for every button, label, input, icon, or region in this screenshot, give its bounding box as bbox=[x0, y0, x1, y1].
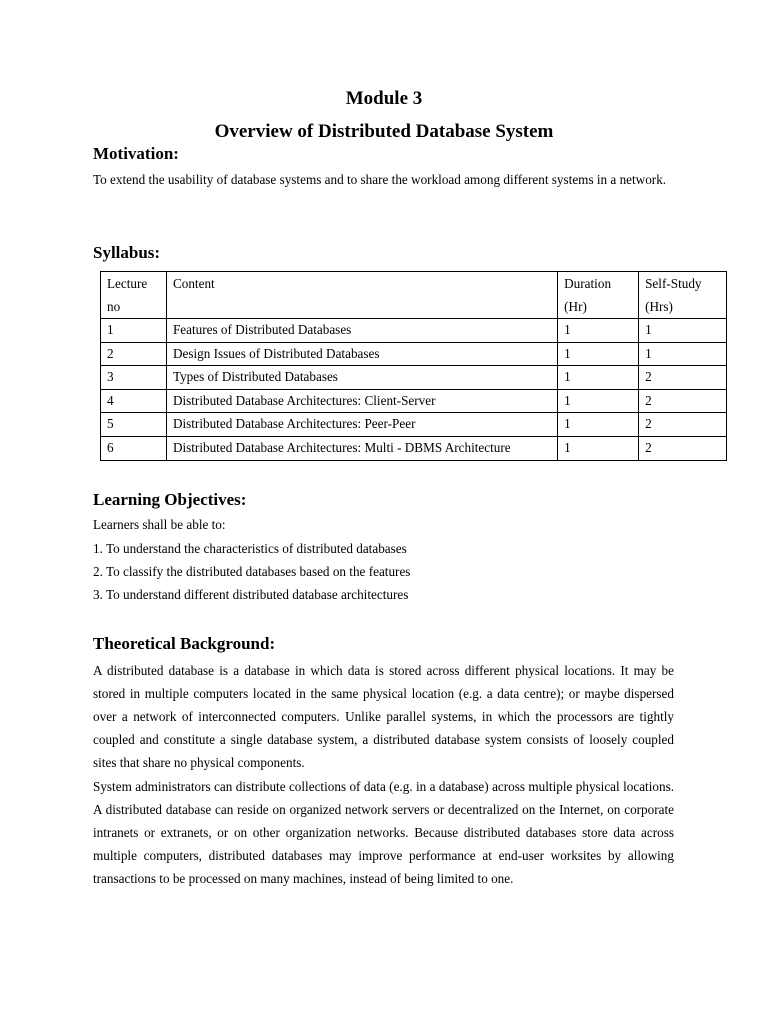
row-self-study: 1 bbox=[639, 342, 727, 366]
row-duration: 1 bbox=[558, 342, 639, 366]
row-lecture-no: 3 bbox=[101, 366, 167, 390]
row-duration: 1 bbox=[558, 366, 639, 390]
motivation-text: To extend the usability of database systems and to share the workload among different systems in a network. bbox=[93, 172, 667, 187]
theory-paragraph-2: System administrators can distribute collections of data (e.g. in a database) across multiple physical locations. A distributed database can reside on organized network servers or decentralized on the Internet, on corporate intranets or extranets, or on other organization networks. Because distributed databases store data across multiple computers, distributed databases may improve performance at end-user worksites by allowing transactions to be processed on many machines, instead of being limited to one. bbox=[93, 779, 674, 886]
syllabus-header-row bbox=[101, 272, 727, 319]
row-duration: 1 bbox=[558, 389, 639, 413]
header-content: Content bbox=[166, 272, 557, 319]
table-row bbox=[101, 319, 727, 343]
list-item: 2. To classify the distributed databases based on the features bbox=[93, 564, 411, 579]
row-duration: 1 bbox=[558, 319, 639, 343]
header-lecture-no bbox=[101, 272, 167, 319]
row-duration: 1 bbox=[558, 413, 639, 437]
document-title: Overview of Distributed Database System bbox=[214, 121, 554, 142]
header-self-line1: Self-Study bbox=[645, 276, 702, 291]
row-lecture-no: 5 bbox=[101, 413, 167, 437]
row-content: Distributed Database Architectures: Client-Server bbox=[166, 389, 557, 413]
table-row bbox=[101, 413, 727, 437]
header-duration bbox=[558, 272, 639, 319]
header-duration-line2: (Hr) bbox=[564, 299, 587, 314]
row-self-study: 1 bbox=[639, 319, 727, 343]
row-content: Features of Distributed Databases bbox=[166, 319, 557, 343]
row-lecture-no: 1 bbox=[101, 319, 167, 343]
syllabus-table bbox=[100, 271, 727, 461]
table-row bbox=[101, 342, 727, 366]
learning-objectives-intro: Learners shall be able to: bbox=[93, 517, 226, 532]
header-self-line2: (Hrs) bbox=[645, 299, 673, 314]
row-self-study: 2 bbox=[639, 413, 727, 437]
list-item: 3. To understand different distributed database architectures bbox=[93, 587, 409, 602]
theory-paragraph-1: A distributed database is a database in which data is stored across different physical locations. It may be stored in multiple computers located in the same physical location (e.g. a data centre); or maybe dispersed over a network of interconnected computers. Unlike parallel systems, in which the processors are tightly coupled and constitute a single database system, a distributed database system consists of loosely coupled sites that share no physical components. bbox=[93, 663, 674, 770]
header-self-study bbox=[639, 272, 727, 319]
table-row bbox=[101, 366, 727, 390]
row-content: Distributed Database Architectures: Multi - DBMS Architecture bbox=[166, 436, 557, 460]
row-lecture-no: 6 bbox=[101, 436, 167, 460]
syllabus-heading: Syllabus: bbox=[93, 243, 161, 262]
row-self-study: 2 bbox=[639, 436, 727, 460]
row-self-study: 2 bbox=[639, 366, 727, 390]
table-row bbox=[101, 436, 727, 460]
row-lecture-no: 2 bbox=[101, 342, 167, 366]
list-item: 1. To understand the characteristics of distributed databases bbox=[93, 541, 407, 556]
motivation-heading: Motivation: bbox=[93, 144, 179, 163]
row-lecture-no: 4 bbox=[101, 389, 167, 413]
module-title: Module 3 bbox=[345, 88, 423, 109]
header-lecture-line1: Lecture bbox=[107, 276, 148, 291]
table-row bbox=[101, 389, 727, 413]
row-content: Design Issues of Distributed Databases bbox=[166, 342, 557, 366]
header-lecture-line2: no bbox=[107, 299, 121, 314]
learning-objectives-heading: Learning Objectives: bbox=[93, 490, 247, 509]
row-content: Distributed Database Architectures: Peer-Peer bbox=[166, 413, 557, 437]
row-content: Types of Distributed Databases bbox=[166, 366, 557, 390]
row-duration: 1 bbox=[558, 436, 639, 460]
header-duration-line1: Duration bbox=[564, 276, 612, 291]
row-self-study: 2 bbox=[639, 389, 727, 413]
theoretical-background-heading: Theoretical Background: bbox=[93, 634, 276, 653]
